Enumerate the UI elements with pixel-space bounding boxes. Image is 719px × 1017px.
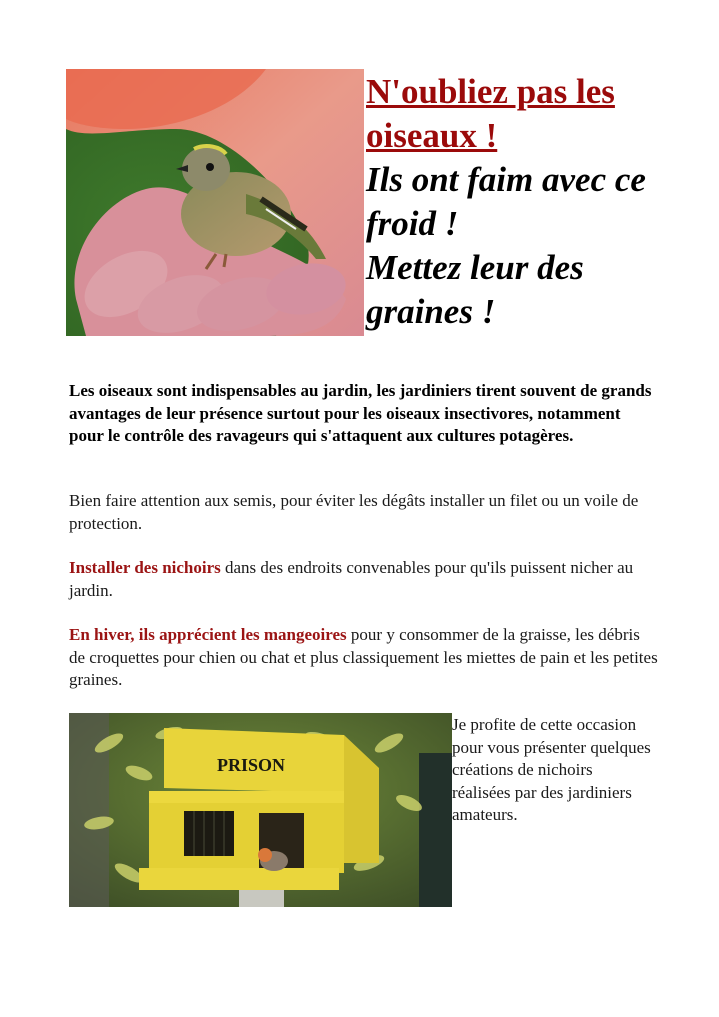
hiver-highlight: En hiver, ils apprécient les mangeoires	[69, 625, 347, 644]
headline-title: N'oubliez pas les oiseaux !	[366, 72, 615, 155]
headline-subtitle-1: Ils ont faim avec ce froid !	[366, 160, 646, 243]
semis-paragraph: Bien faire attention aux semis, pour éviter les dégâts installer un filet ou un voile de protection.	[69, 491, 639, 533]
hiver-text: pour y consommer de la graisse, les débris de croquettes pour chien ou chat et plus classiquement les miettes de pain et les petites graines.	[69, 625, 658, 689]
bird-in-hand-image	[66, 69, 364, 336]
side-paragraph: Je profite de cette occasion pour vous présenter quelques créations de nichoirs réalisées par des jardiniers amateurs.	[452, 715, 651, 824]
nichoirs-text: dans des endroits convenables pour qu'ils puissent nicher au jardin.	[69, 558, 634, 600]
headline-subtitle-2: Mettez leur des graines !	[366, 248, 584, 331]
intro-paragraph: Les oiseaux sont indispensables au jardin, les jardiniers tirent souvent de grands avantages de leur présence surtout pour les oiseaux insectivores, notamment pour le contrôle des ravageurs qui s'attaquent aux cultures potagères.	[69, 381, 652, 445]
prison-birdhouse-image	[69, 713, 452, 907]
title-block	[366, 70, 666, 334]
nichoirs-highlight: Installer des nichoirs	[69, 558, 221, 577]
hiver-paragraph	[69, 624, 659, 692]
nichoirs-paragraph	[69, 557, 659, 602]
prison-sign-text: PRISON	[216, 755, 286, 775]
